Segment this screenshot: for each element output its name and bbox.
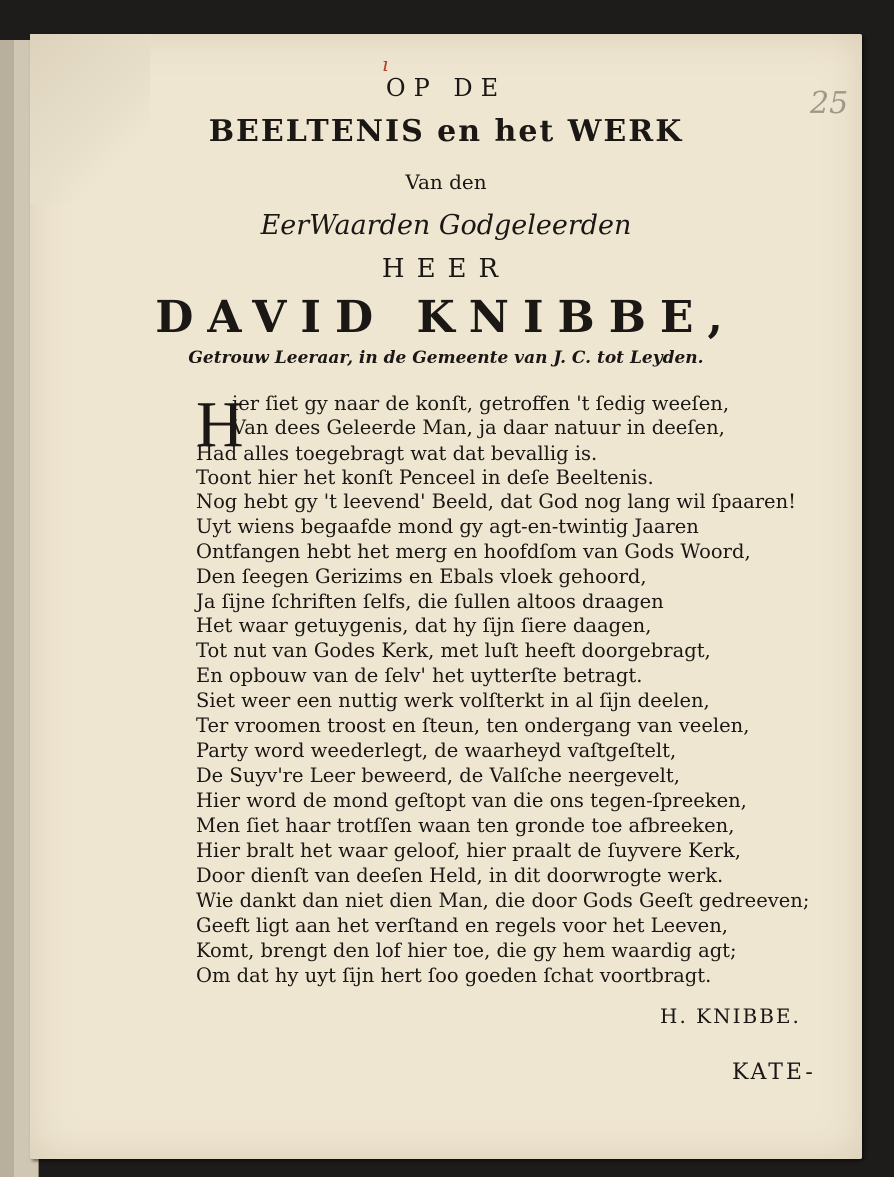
poem-line: Het waar getuygenis, dat hy ſijn ſiere daagen,	[196, 614, 652, 637]
poem-line: Had alles toegebragt wat dat bevallig is.	[196, 442, 598, 465]
heading-subtitle: Getrouw Leeraar, in de Gemeente van J. C. tot Leyden.	[188, 348, 704, 368]
folio-number: 25	[810, 86, 849, 121]
poem-line: Den ſeegen Gerizims en Ebals vloek gehoord,	[196, 565, 647, 588]
poem-line: Hier bralt het waar geloof, hier praalt de ſuyvere Kerk,	[196, 839, 741, 862]
poem-line: En opbouw van de ſelv' het uytterſte betragt.	[196, 664, 643, 687]
heading-name: DAVID KNIBBE,	[155, 292, 737, 343]
catchword: KATE-	[732, 1060, 816, 1085]
poem-line: Uyt wiens begaafde mond gy agt-en-twintig Jaaren	[196, 515, 699, 538]
drop-cap: H	[196, 388, 244, 461]
poem-line: Siet weer een nuttig werk volſterkt in al ſijn deelen,	[196, 689, 710, 712]
heading-op-de: OP DE	[385, 74, 507, 102]
poem-line: Wie dankt dan niet dien Man, die door Gods Geeſt gedreeven;	[196, 889, 810, 912]
poem-line: Ontfangen hebt het merg en hoofdſom van Gods Woord,	[196, 540, 751, 563]
underlying-sheet-edge	[0, 40, 14, 1177]
poem-line: Nog hebt gy 't leevend' Beeld, dat God nog lang wil ſpaaren!	[196, 490, 796, 513]
heading-eerwaarden: EerWaarden Godgeleerden	[260, 210, 632, 241]
heading-title: BEELTENIS en het WERK	[208, 114, 684, 149]
poem-line: Party word weederlegt, de waarheyd vaſtgeſtelt,	[196, 739, 677, 762]
poem-line: Komt, brengt den lof hier toe, die gy hem waardig agt;	[196, 939, 737, 962]
poem-line: Geeft ligt aan het verſtand en regels voor het Leeven,	[196, 914, 728, 937]
heading-van-den: Van den	[405, 170, 487, 194]
poem-line: De Suyv're Leer beweerd, de Valſche neergevelt,	[196, 764, 680, 787]
poem-line: Ter vroomen troost en ſteun, ten ondergang van veelen,	[196, 714, 750, 737]
poem-line: Hier word de mond geſtopt van die ons tegen-ſpreeken,	[196, 789, 747, 812]
poem-line: Om dat hy uyt ſijn hert ſoo goeden ſchat voortbragt.	[196, 964, 712, 987]
poem-line: Tot nut van Godes Kerk, met luſt heeft doorgebragt,	[196, 639, 711, 662]
pen-mark: ı	[382, 52, 389, 76]
poem-line: Ja ſijne ſchriften ſelfs, die ſullen altoos draagen	[196, 590, 664, 613]
poem-line: Men ſiet haar trotſſen waan ten gronde toe afbreeken,	[196, 814, 735, 837]
poem-line: ier ſiet gy naar de konſt, getroffen 't ſedig weeſen,	[232, 392, 730, 415]
poem-line: Door dienſt van deeſen Held, in dit doorwrogte werk.	[196, 864, 724, 887]
poem-line: Toont hier het konſt Penceel in deſe Beeltenis.	[196, 466, 654, 489]
signature: H. KNIBBE.	[660, 1004, 801, 1028]
poem-line: Van dees Geleerde Man, ja daar natuur in deeſen,	[232, 416, 725, 439]
heading-heer: HEER	[381, 254, 511, 284]
